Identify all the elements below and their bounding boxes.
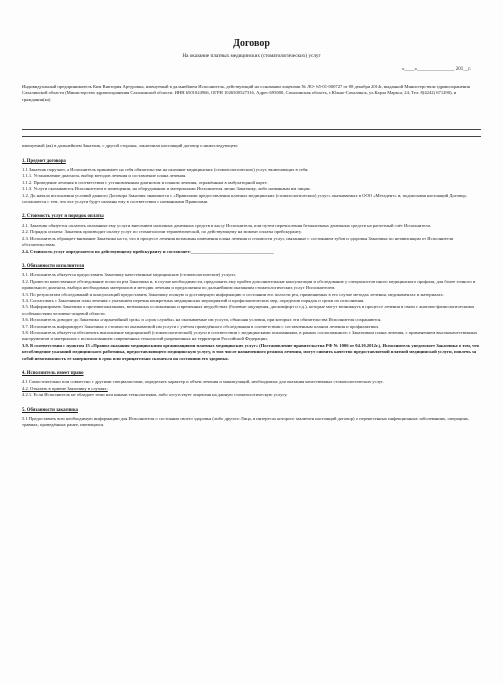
clause-text: 2.4. Стоимость услуг определяется по действующему прейскуранту и составляет:____________________________________ — [22, 248, 274, 254]
clause-text: 4.1 Самостоятельно или совместно с другими специалистами, определять характер и объем лечения и манипуляций, необходимых для оказания качественных стоматологических услуг. — [22, 379, 384, 385]
clause-text: 3.9. В соответствии с пунктом 15 «Правил оказания медицинскими организациями платных медицинских услуг» (Постановление правительства РФ № 1006 от 04.10.2012г.), Исполнитель уведомляет Заказчика о том, что несоблюдение указаний медицинского работника, предоставляющего медицинскую услугу, в том числе назначенного режима лечения, могут снизить качество предоставляемой платной медицинской услуги, повлечь за собой невозможность ее завершения в срок или отрицательно сказаться на состоянии его здоровья. — [22, 342, 480, 361]
section — [22, 371, 481, 399]
section — [22, 264, 481, 362]
document-subtitle: На оказание платных медицинских (стоматологических) услуг — [182, 53, 321, 59]
clause-text: 3.1. Исполнитель обязуется предоставить Заказчику качественные медицинские (стоматологические) услуги. — [22, 272, 236, 278]
clause-text: 3.6. Исполнитель доводит до Заказчика «гарантийный срок» и «срок службы» на оказываемые им услуги, объясняя условия, при которых эти обязательства Исполнителя сохраняются. — [22, 317, 382, 323]
clause-text: 4.2. Отказать в приеме Заказчику в случаях: — [22, 385, 108, 391]
intro-paragraph: Индивидуальный предприниматель Ким Виктория Артуровна, именуемый в дальнейшем Исполнитель, действующий на основании лицензии № ЛО- 65-01-000727 от 08 декабря 2014г, выданной Министерством здравоохранения Сахалинской области (Министерство здравоохранения Сахалинской области. ИНН 6501024966, ОГРН 1026500527316, Адрес:693000, Сахалинская область, г.Южно-Сахалинск, ул.Карла Маркса, 24, Тел: 8(4242) 671290), и гражданин(ка) — [22, 84, 470, 102]
section-title: 5. Обязанности заказчика — [22, 407, 78, 413]
clause-text: 5.1 Предоставить всю необходимую информацию для Исполнителя о состоянии своего здоровья (либо другого Лица, в интересах которого заключен настоящий договор) о перенесенных инфекционных заболеваниях, операциях, травмах, проведённых ранее, имеющихся — [22, 416, 470, 428]
section-title: 1. Предмет договора — [22, 158, 66, 164]
section-title: 4. Исполнитель имеет право — [22, 371, 84, 376]
section — [22, 408, 481, 429]
contract-sections — [22, 159, 481, 429]
blank-line — [22, 123, 481, 130]
document-title: Договор — [233, 38, 270, 49]
section — [22, 214, 481, 254]
blank-line — [22, 130, 481, 137]
section — [22, 159, 481, 206]
clause-text: 1.1.1. Установление диагноза, выбор методов лечения и составление плана лечения. — [22, 173, 187, 179]
clause-text: 3.8. Исполнитель обязуется обеспечить выполнение медицинской (стоматологической) услуги в соответствии с медицинскими показаниями, в рамках согласованного с Заказчиком плана лечения, с применением высококачественных инструментов и материалов с использованием современных технологий разрешенных на территории Российской Федерации. — [22, 329, 478, 342]
date-line: «____»_______________ 201__г. — [402, 67, 471, 72]
party-paragraph: именуемый (ая) в дальнейшем Заказчик, с другой стороны, заключили настоящий договор о нижеследующем: — [22, 143, 238, 149]
clause-text: 2.3. Исполнитель обращает внимание Заказчика на то, что в процессе лечения возможны изменения плана лечения и стоимости услуг, связанные с состоянием зубов и здоровья Заказчика по независящим от Исполнителя обстоятельствам. — [22, 235, 453, 248]
section-title: 2. Стоимость услуг и порядок оплаты — [22, 214, 104, 220]
clause-text: 3.4. Согласовать с Заказчиком план лечения с указанием перечня конкретных медицинских мероприятий и профилактических мер, определив порядок и сроки их исполнения. — [22, 297, 365, 303]
clause-text: 2.1. Заказчик обязуется оплатить оказанные ему услуги внесением наличных денежных средств в кассу Исполнителя, или путем перечисления безналичных денежных средств на расчетный счёт Исполнителя. — [22, 222, 431, 228]
clause-text: 2.2. Порядок оплаты: Заказчик производит оплату услуг по стоматологии терапевтической, по действующему на момент оплаты прейскуранту. — [22, 229, 302, 235]
clause-text: 3.3. По результатам обследований и консультаций предоставить Заказчику полную и достоверную информацию о состоянии его полости рта, применяемых в его случае методах лечения, медикаментах и материалах. — [22, 291, 444, 297]
section-title: 3. Обязанности исполнителя — [22, 263, 85, 269]
clause-text: 3.5. Информировать Заказчика о противопоказаниях, возможных осложнениях и временных неудобствах (болевые ощущения, дискомфорт и т.д.), которые могут возникнуть в процессе лечения в связи с анатомо-физиологическими особенностями человеко-лицевой области. — [22, 304, 474, 316]
clause-text: 1.1.2. Проведение лечения в соответствии с установленным диагнозом и планом лечения, отражённым в амбулаторной карте. — [22, 179, 268, 185]
clause-text: 1.1.3. Услуги оказываются Исполнителем в помещении, на оборудовании и материалами Исполнителя лично Заказчику, либо названным им лицам. — [22, 186, 311, 192]
clause-text: 1.1 Заказчик поручает, а Исполнитель принимает на себя обязательства на оказание медицинских (стоматологических) услуг, включающих в себя: — [22, 167, 309, 173]
clause-text: 1.2. До начала исполнения условий данного Договора Заказчик знакомится с «Правилами предоставления платных медицинских (стоматологических) услуг» оказываемых в ООО «Мегадент» и, подписывая настоящий Договор, соглашается с тем, что все услуги будут оказаны ему в соответствии с названными Правилами. — [22, 192, 467, 205]
clause-text: 3.7. Исполнитель информирует Заказчика о стоимости оказываемой им услуги с учётом проведённого обследования в соответствии с составленным планом лечения и профилактики. — [22, 323, 379, 329]
clause-text: 4.2.1. Если Исполнитель не обладает теми или иными технологиями, либо отсутствует лицензия на данную стоматологическую услугу. — [22, 392, 288, 398]
clause-text: 3.2. Провести качественное обследование полости рта Заказчика и, в случае необходимости, предложить ему пройти дополнительные консультации и обследование у специалистов иного медицинского профиля, для более точного и правильного диагноза, выбора необходимых материалов и методик лечения и предложения по дальнейшим оказаниям стоматологических услуг Исполнителем. — [22, 278, 476, 291]
